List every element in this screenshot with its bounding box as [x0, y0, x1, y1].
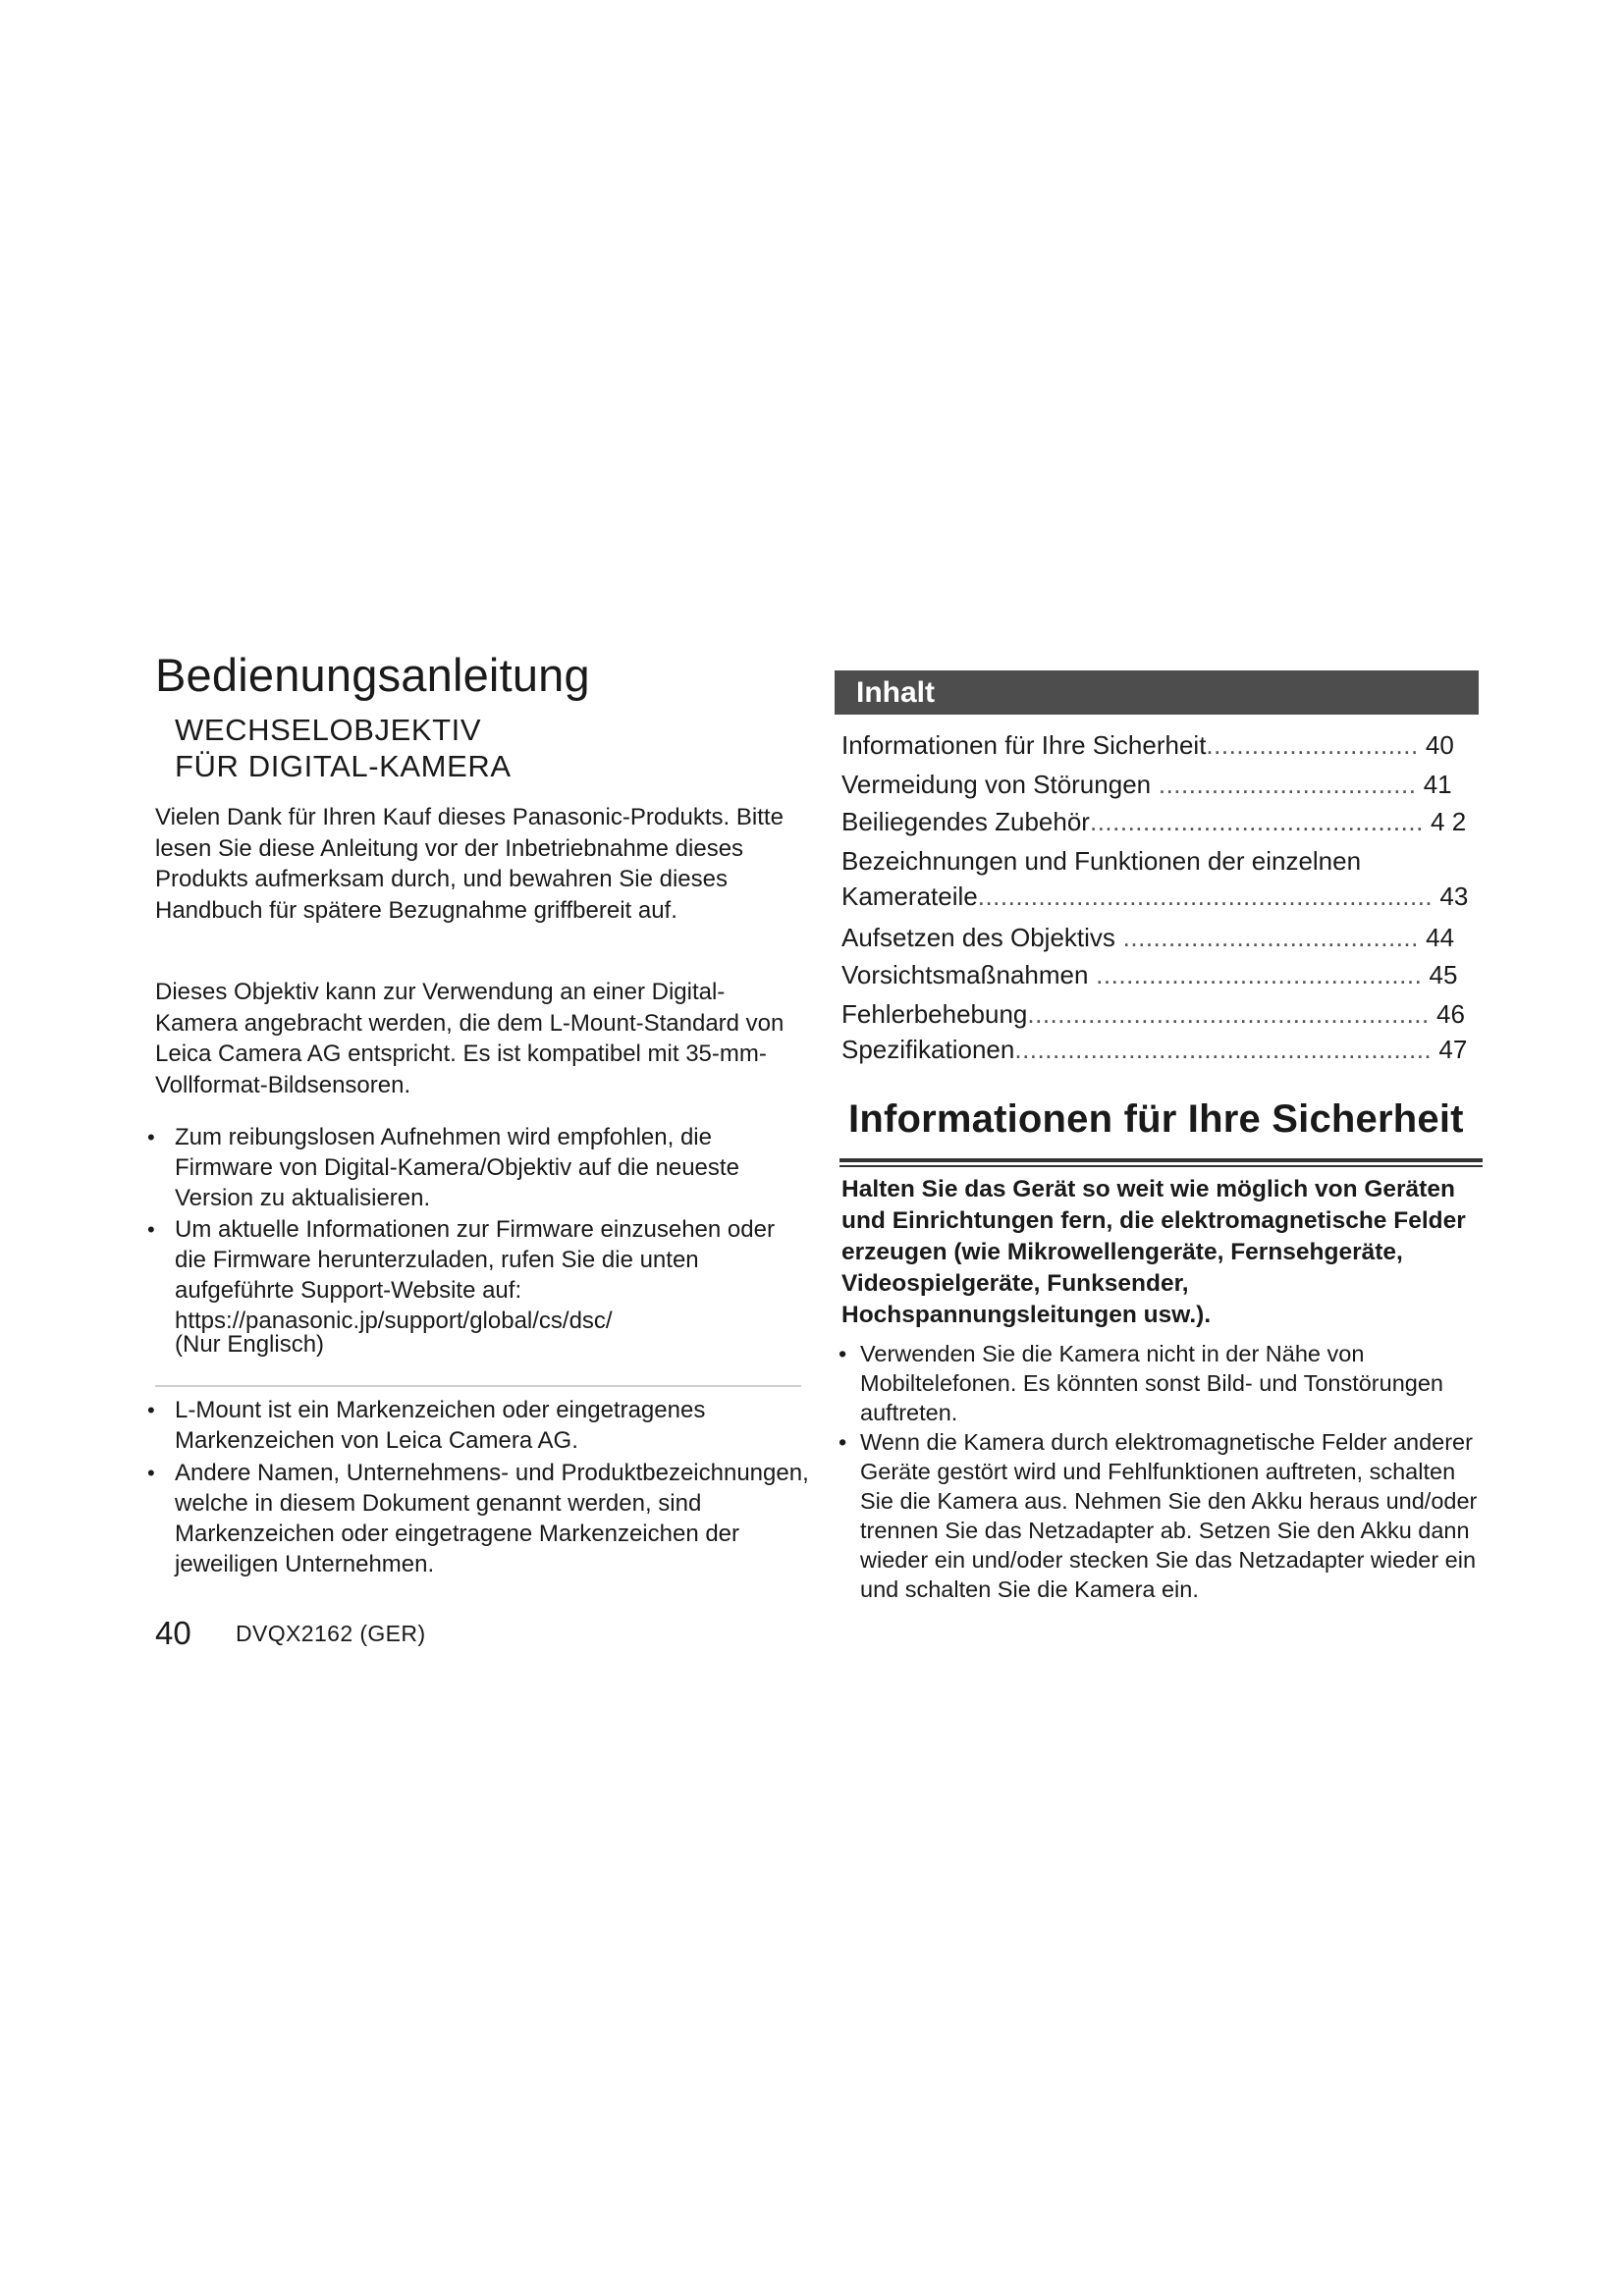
- toc-header: Inhalt: [835, 670, 1479, 715]
- toc-item-leader: .......................................: [1114, 923, 1419, 952]
- toc-item[interactable]: [841, 769, 1452, 800]
- bullet-icon: •: [839, 1429, 847, 1455]
- toc-item[interactable]: [841, 959, 1457, 990]
- safety-note-text: Wenn die Kamera durch elektromagnetische Felder anderer Geräte gestört wird und Fehlfunktionen auftreten, schalten Sie die Kamera aus. Nehmen Sie den Akku heraus und/oder trennen Sie das Netzadapter ab. Setzen Sie den Akku dann wieder ein und/oder stecken Sie das Netzadapter wieder ein und schalten Sie die Kamera ein.: [860, 1429, 1478, 1602]
- toc-item-label: Spezifikationen: [841, 1035, 1015, 1064]
- toc-item[interactable]: [841, 998, 1465, 1030]
- document-title: Bedienungsanleitung: [155, 649, 590, 701]
- firmware-note-text: Zum reibungslosen Aufnehmen wird empfohlen, die Firmware von Digital-Kamera/Objektiv auf die neueste Version zu aktualisieren.: [175, 1124, 739, 1211]
- toc-item-label: Fehlerbehebung: [841, 999, 1028, 1029]
- page-number: 40: [155, 1615, 191, 1651]
- support-website-note: [147, 1214, 803, 1336]
- toc-item-page: 44: [1426, 923, 1455, 952]
- toc-item-page: 40: [1425, 730, 1454, 760]
- safety-note: [839, 1339, 1489, 1427]
- toc-item[interactable]: [841, 729, 1454, 761]
- safety-note-text: Verwenden Sie die Kamera nicht in der Nähe von Mobiltelefonen. Es könnten sonst Bild- und Tonstörungen auftreten.: [860, 1341, 1443, 1425]
- toc-item-page: 43: [1439, 881, 1469, 911]
- bullet-icon: •: [147, 1217, 155, 1242]
- toc-item-page: 41: [1423, 770, 1452, 799]
- bullet-icon: •: [147, 1461, 155, 1485]
- safety-note: [839, 1427, 1489, 1604]
- firmware-note: [147, 1122, 803, 1213]
- section-heading: Informationen für Ihre Sicherheit: [848, 1097, 1464, 1141]
- document-subtitle-line1: WECHSELOBJEKTIV: [175, 713, 482, 747]
- bullet-icon: •: [147, 1125, 155, 1149]
- safety-warning: Halten Sie das Gerät so weit wie möglich von Geräten und Einrichtungen fern, die elektromagnetische Felder erzeugen (wie Mikrowellengeräte, Fernsehgeräte, Videospielgeräte, Funksender, Hochspannungsleitungen usw.).: [841, 1176, 1466, 1328]
- toc-item[interactable]: [841, 922, 1454, 953]
- toc-item-label: Informationen für Ihre Sicherheit: [841, 730, 1207, 760]
- compatibility-paragraph: Dieses Objektiv kann zur Verwendung an einer Digital-Kamera angebracht werden, die dem L-Mount-Standard von Leica Camera AG entspricht. Es ist kompatibel mit 35-mm-Vollformat-Bildsensoren.: [155, 979, 785, 1098]
- toc-item-leader: .....................................................: [1027, 999, 1430, 1029]
- toc-item-label: Aufsetzen des Objektivs: [841, 923, 1115, 952]
- toc-item-page: 45: [1429, 960, 1458, 989]
- toc-item[interactable]: [841, 881, 1468, 912]
- toc-item-label: Vermeidung von Störungen: [841, 770, 1152, 799]
- toc-item-label: Beiliegendes Zubehör: [841, 807, 1090, 836]
- toc-item-label: Vorsichtsmaßnahmen: [841, 960, 1089, 989]
- trademark-note: [147, 1395, 803, 1456]
- bullet-icon: •: [147, 1398, 155, 1422]
- toc-item-leader: .......................................................: [1014, 1035, 1433, 1064]
- trademark-note: [147, 1458, 823, 1579]
- toc-item-label: Bezeichnungen und Funktionen der einzelnen: [841, 846, 1362, 876]
- toc-item-leader: ..................................: [1151, 770, 1417, 799]
- document-code: DVQX2162 (GER): [236, 1621, 426, 1646]
- toc-item-leader: ............................................................: [977, 881, 1434, 911]
- document-subtitle-line2: FÜR DIGITAL-KAMERA: [175, 749, 512, 783]
- toc-item-leader: ............................: [1206, 730, 1419, 760]
- toc-item-label: Kamerateile: [841, 881, 978, 911]
- section-divider: [155, 1385, 801, 1387]
- trademark-note-text: L-Mount ist ein Markenzeichen oder eingetragenes Markenzeichen von Leica Camera AG.: [175, 1397, 706, 1454]
- toc-item-leader: ............................................: [1089, 807, 1424, 836]
- toc-item-page: 4 2: [1431, 807, 1467, 836]
- intro-paragraph: Vielen Dank für Ihren Kauf dieses Panasonic-Produkts. Bitte lesen Sie diese Anleitung vor der Inbetriebnahme dieses Produkts aufmerksam durch, und bewahren Sie dieses Handbuch für spätere Bezugnahme griffbereit auf.: [155, 804, 784, 924]
- toc-item-leader: ...........................................: [1088, 960, 1423, 989]
- language-note: (Nur Englisch): [175, 1331, 325, 1358]
- heading-rule: [839, 1158, 1483, 1162]
- support-website-note-text: Um aktuelle Informationen zur Firmware einzusehen oder die Firmware herunterzuladen, rufen Sie die unten aufgeführte Support-Website auf: https://panasonic.jp/support/global/cs/dsc/: [175, 1216, 775, 1334]
- trademark-note-text: Andere Namen, Unternehmens- und Produktbezeichnungen, welche in diesem Dokument genannt werden, sind Markenzeichen oder eingetragene Markenzeichen der jeweiligen Unternehmen.: [175, 1460, 809, 1577]
- bullet-icon: •: [839, 1341, 847, 1366]
- toc-item[interactable]: [841, 806, 1466, 837]
- heading-rule: [839, 1165, 1483, 1167]
- toc-item[interactable]: [841, 1034, 1467, 1065]
- toc-item-page: 47: [1438, 1035, 1468, 1064]
- toc-item-page: 46: [1435, 999, 1465, 1029]
- toc-item[interactable]: [841, 845, 1361, 877]
